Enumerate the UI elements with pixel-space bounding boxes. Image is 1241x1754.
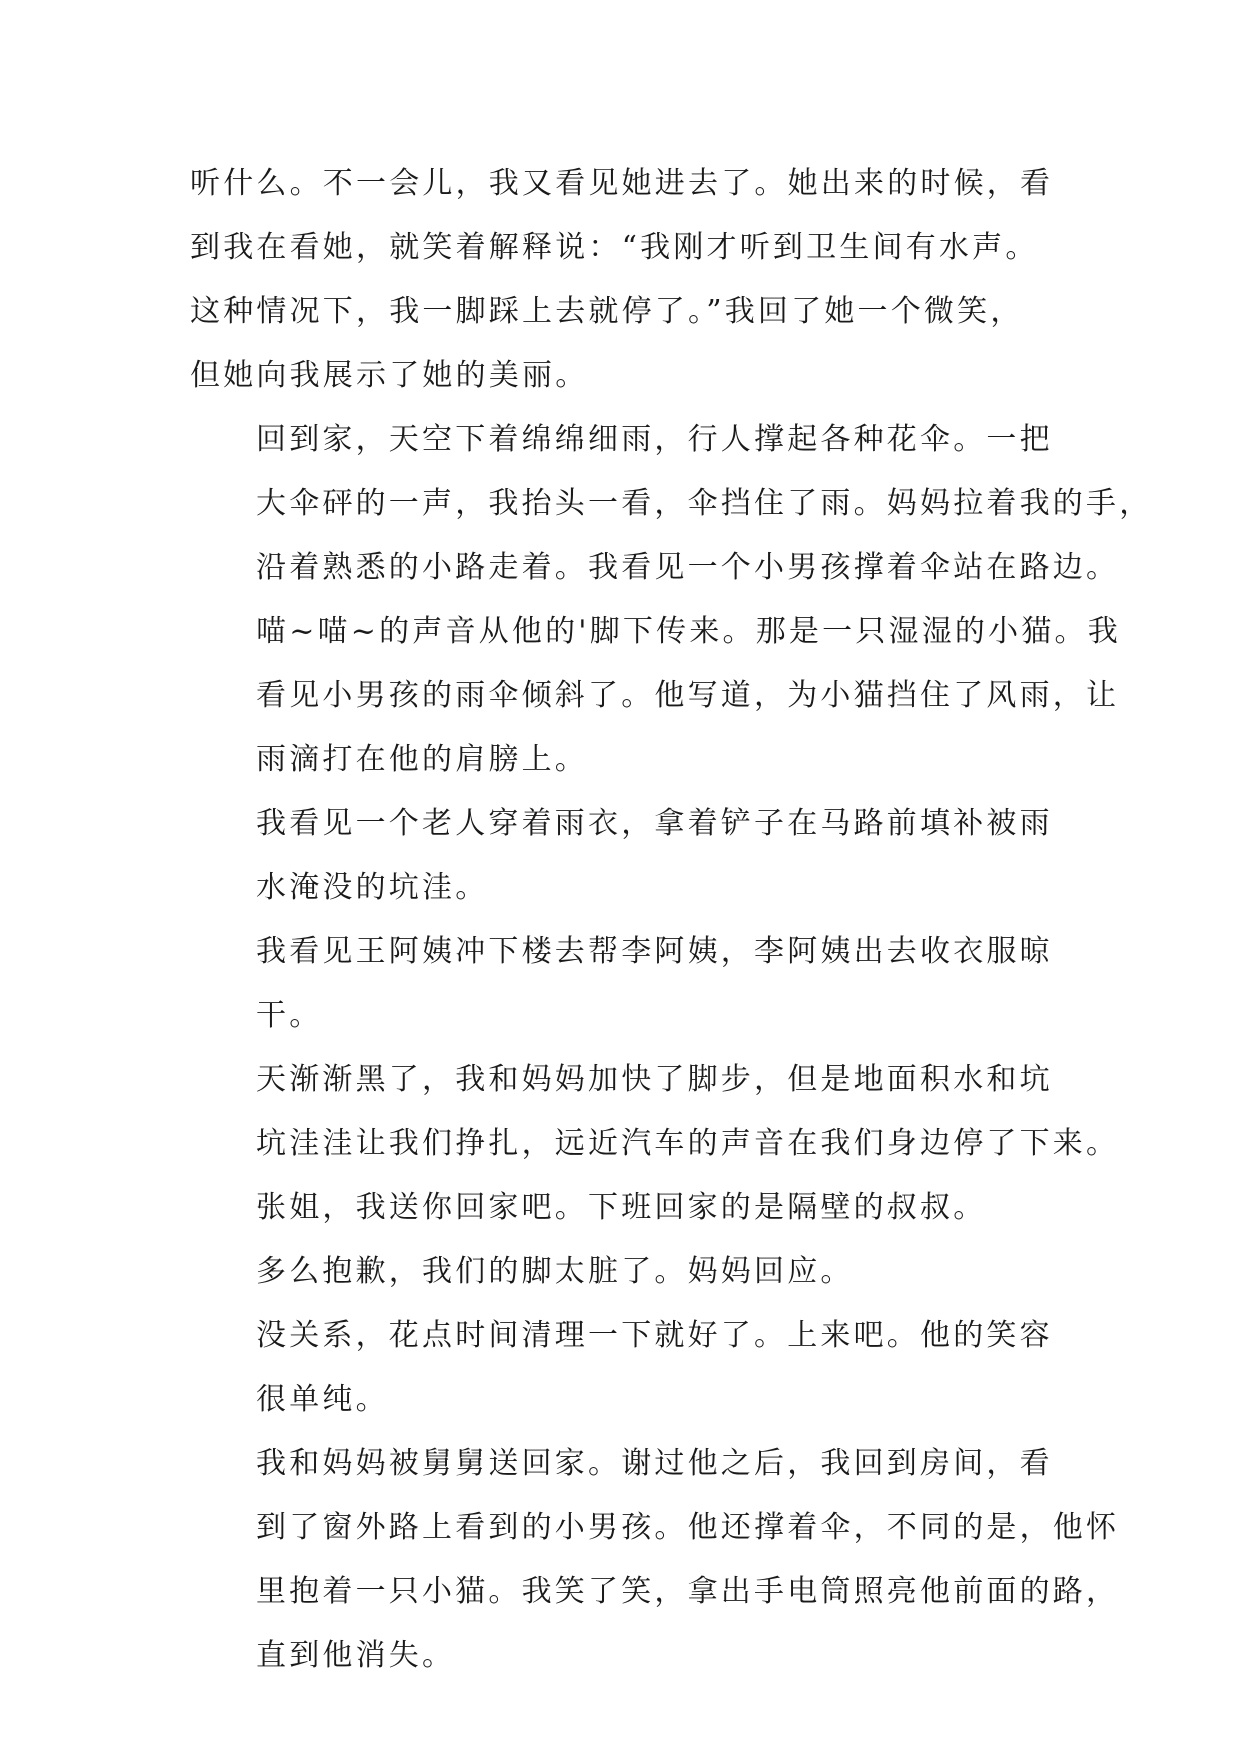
text-line: 到我在看她，就笑着解释说：“我刚才听到卫生间有水声。	[190, 230, 1039, 265]
paragraph	[190, 152, 1052, 408]
text-line: 回到家，天空下着绵绵细雨，行人撑起各种花伞。一把	[256, 422, 1053, 457]
document-body	[190, 152, 1153, 1688]
text-line: 雨滴打在他的肩膀上。	[256, 742, 588, 777]
text-line: 听什么。不一会儿，我又看见她进去了。她出来的时候，看	[190, 166, 1054, 201]
text-line: 天渐渐黑了，我和妈妈加快了脚步，但是地面积水和坑	[256, 1062, 1053, 1097]
paragraph	[190, 1176, 1052, 1240]
paragraph	[190, 792, 1052, 920]
paragraph	[190, 1304, 1052, 1432]
paragraph	[190, 1048, 1120, 1176]
paragraph	[190, 1432, 1120, 1688]
text-line: 沿着熟悉的小路走着。我看见一个小男孩撑着伞站在路边。	[256, 550, 1120, 585]
text-line: 坑洼洼让我们挣扎，远近汽车的声音在我们身边停了下来。	[256, 1126, 1120, 1161]
text-line: 张姐，我送你回家吧。下班回家的是隔壁的叔叔。	[256, 1190, 987, 1225]
text-line: 到了窗外路上看到的小男孩。他还撑着伞，不同的是，他怀	[256, 1510, 1120, 1545]
text-line: 我看见王阿姨冲下楼去帮李阿姨，李阿姨出去收衣服晾	[256, 934, 1053, 969]
text-line: 但她向我展示了她的美丽。	[190, 358, 589, 393]
text-line: 很单纯。	[256, 1382, 389, 1417]
paragraph	[190, 920, 1052, 1048]
text-line: 直到他消失。	[256, 1638, 456, 1673]
text-line: 多么抱歉，我们的脚太脏了。妈妈回应。	[256, 1254, 854, 1289]
text-line: 喵~喵~的声音从他的'脚下传来。那是一只湿湿的小猫。我	[256, 614, 1121, 649]
text-line: 大伞砰的一声，我抬头一看，伞挡住了雨。妈妈拉着我的手，	[256, 486, 1153, 521]
text-line: 我看见一个老人穿着雨衣，拿着铲子在马路前填补被雨	[256, 806, 1053, 841]
paragraph	[190, 1240, 1052, 1304]
paragraph	[190, 408, 1153, 792]
text-line: 我和妈妈被舅舅送回家。谢过他之后，我回到房间，看	[256, 1446, 1053, 1481]
text-line: 没关系，花点时间清理一下就好了。上来吧。他的笑容	[256, 1318, 1053, 1353]
text-line: 干。	[256, 998, 323, 1033]
text-line: 里抱着一只小猫。我笑了笑，拿出手电筒照亮他前面的路，	[256, 1574, 1120, 1609]
text-line: 水淹没的坑洼。	[256, 870, 489, 905]
text-line: 这种情况下，我一脚踩上去就停了。”我回了她一个微笑，	[190, 294, 1024, 329]
text-line: 看见小男孩的雨伞倾斜了。他写道，为小猫挡住了风雨，让	[256, 678, 1120, 713]
